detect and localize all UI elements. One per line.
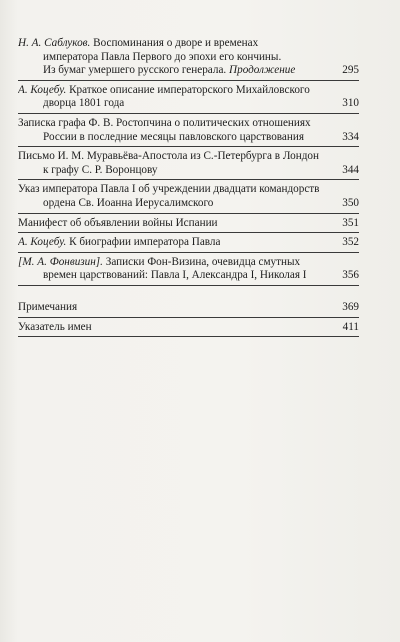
entry-page-number: 411 (342, 320, 359, 333)
entry-page-number: 334 (342, 130, 359, 143)
entry-page-number: 350 (342, 196, 359, 209)
entry-title-line: Указ императора Павла I об учреждении двадцати командорств (18, 183, 320, 196)
entry-page-number: 351 (342, 216, 359, 229)
entry-title-line: времен царствований: Павла I, Александра I, Николая I (43, 269, 307, 282)
entry-title-line: дворца 1801 года (43, 97, 125, 110)
entry-page-number: 344 (342, 163, 359, 176)
entry-title-line: Воспоминания о дворе и временах (90, 37, 259, 49)
toc-entry-name-index[interactable] (18, 318, 359, 338)
entry-author: А. Коцебу. (18, 83, 67, 96)
entry-title-line: императора Павла Первого до эпохи его кончины. (43, 50, 282, 63)
entry-page-number: 352 (342, 236, 359, 249)
toc-entry-notes[interactable] (18, 298, 359, 318)
entry-suffix: Продолжение (229, 64, 296, 77)
entry-page-number: 310 (342, 97, 359, 110)
entry-title-line: Из бумаг умершего русского генерала. (43, 64, 230, 77)
entry-author: [М. А. Фонвизин]. (18, 255, 103, 268)
toc-entry-decree[interactable] (18, 180, 359, 213)
toc-entry-kotzebue-palace[interactable] (18, 81, 359, 114)
entry-author: А. Коцебу. (18, 236, 67, 249)
entry-page-number: 369 (342, 300, 359, 313)
entry-page-number: 356 (342, 269, 359, 282)
entry-title-line: к графу С. Р. Воронцову (43, 163, 158, 176)
toc-entry-kotzebue-biography[interactable] (18, 233, 359, 253)
entry-title-line: Примечания (18, 300, 78, 313)
toc-entry-muravyov-letter[interactable] (18, 147, 359, 180)
entry-title-line: ордена Св. Иоанна Иерусалимского (43, 196, 214, 209)
entry-title-line: Записки Фон-Визина, очевидца смутных (102, 255, 301, 268)
toc-entry-fonvizin[interactable] (18, 253, 359, 286)
entry-title-line: Записка графа Ф. В. Ростопчина о политических отношениях (18, 116, 311, 129)
entry-title-line: Краткое описание императорского Михайловского (66, 83, 310, 96)
entry-title-line: России в последние месяцы павловского царствования (43, 130, 305, 143)
toc-entry-manifesto[interactable] (18, 214, 359, 234)
table-of-contents (18, 34, 359, 337)
toc-entry-rostopchin[interactable] (18, 114, 359, 147)
entry-title-line: Письмо И. М. Муравьёва-Апостола из С.-Петербурга в Лондон (18, 150, 319, 163)
toc-entry-sablukov[interactable] (18, 34, 359, 81)
entry-title-line: К биографии императора Павла (66, 236, 221, 249)
entry-page-number: 295 (342, 64, 359, 77)
entry-author: Н. А. Саблуков. (18, 37, 91, 49)
entry-title-line: Манифест об объявлении войны Испании (18, 216, 218, 229)
entry-title-line: Указатель имен (18, 320, 92, 333)
